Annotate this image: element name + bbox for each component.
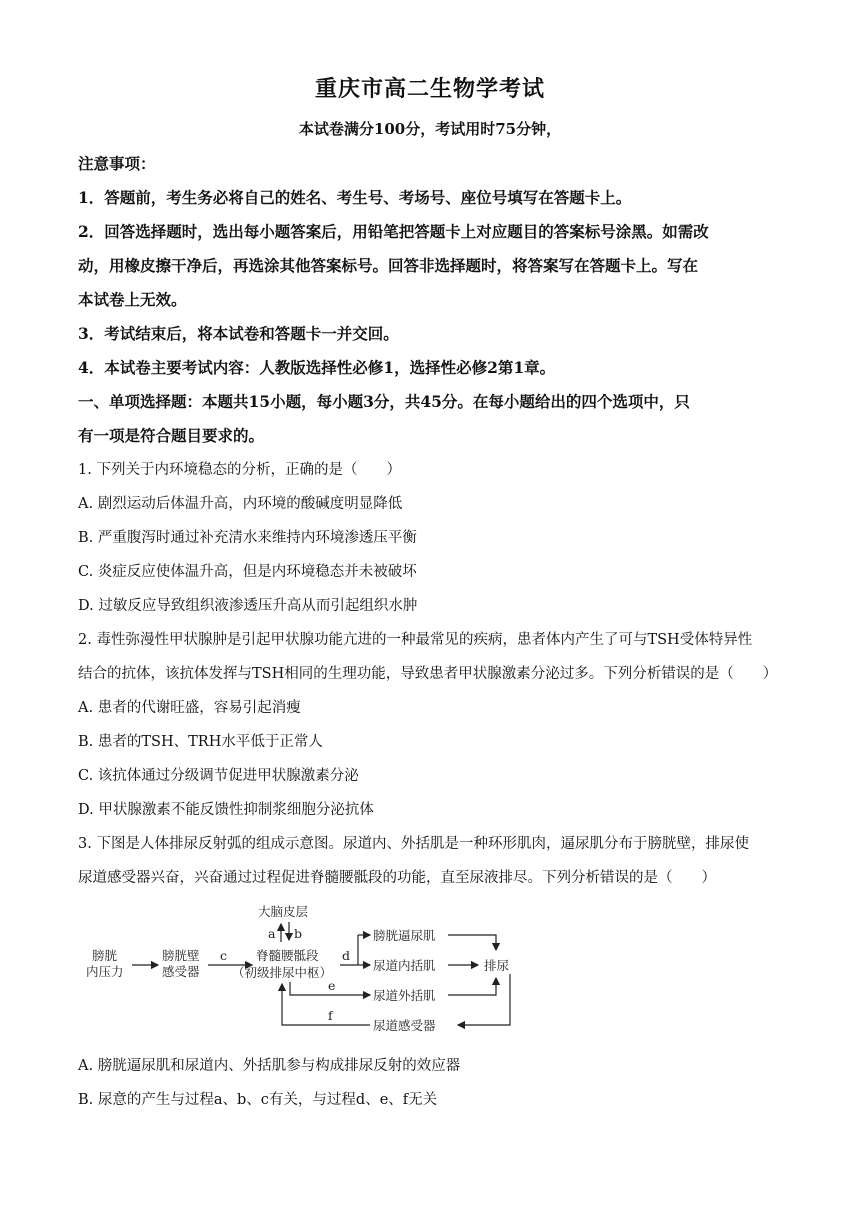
- node-outer-sphincter: 尿道外括肌: [373, 988, 436, 1003]
- note-item-2-line-3: 本试卷上无效。: [78, 290, 187, 309]
- node-urination: 排尿: [484, 958, 510, 973]
- note-item-3: 3．考试结束后，将本试卷和答题卡一并交回。: [78, 324, 399, 343]
- note-item-1: 1．答题前，考生务必将自己的姓名、考生号、考场号、座位号填写在答题卡上。: [78, 188, 632, 207]
- notes-heading: 注意事项：: [78, 154, 156, 173]
- node-spinal-center-2: （初级排尿中枢）: [232, 965, 333, 980]
- question-2-stem-line-1: 2. 毒性弥漫性甲状腺肿是引起甲状腺功能亢进的一种最常见的疾病，患者体内产生了可与TSH受体特异性: [78, 632, 753, 648]
- label-b: b: [294, 926, 303, 941]
- question-1-stem: 1. 下列关于内环境稳态的分析，正确的是（ ）: [78, 462, 401, 478]
- note-item-2-line-2: 动，用橡皮擦干净后，再选涂其他答案标号。回答非选择题时，将答案写在答题卡上。写在: [78, 256, 699, 275]
- question-2-option-a: A. 患者的代谢旺盛，容易引起消瘦: [78, 700, 301, 716]
- label-c: c: [220, 948, 228, 963]
- arrow-urination-to-receptor: [458, 974, 510, 1025]
- node-bladder-pressure-1: 膀胱: [92, 948, 118, 963]
- page-title: 重庆市高二生物学考试: [314, 76, 545, 102]
- question-2-stem-line-2: 结合的抗体，该抗体发挥与TSH相同的生理功能，导致患者甲状腺激素分泌过多。下列分析错误的是（ ）: [78, 666, 778, 682]
- question-1-option-c: C. 炎症反应使体温升高，但是内环境稳态并未被破坏: [78, 564, 417, 580]
- exam-info: 本试卷满分100分，考试用时75分钟，: [298, 120, 562, 138]
- question-1-option-a: A. 剧烈运动后体温升高，内环境的酸碱度明显降低: [78, 496, 403, 512]
- node-bladder-receptor-2: 感受器: [162, 964, 200, 979]
- note-item-4: 4．本试卷主要考试内容：人教版选择性必修1，选择性必修2第1章。: [78, 358, 556, 377]
- question-3-stem-line-2: 尿道感受器兴奋，兴奋通过过程促进脊髓腰骶段的功能，直至尿液排尽。下列分析错误的是（ ）: [78, 870, 716, 886]
- question-2-option-b: B. 患者的TSH、TRH水平低于正常人: [78, 734, 323, 750]
- question-1-option-b: B. 严重腹泻时通过补充清水来维持内环境渗透压平衡: [78, 530, 417, 546]
- node-bladder-receptor-1: 膀胱壁: [162, 948, 200, 963]
- question-3-option-b: B. 尿意的产生与过程a、b、c有关，与过程d、e、f无关: [78, 1092, 438, 1108]
- node-spinal-center-1: 脊髓腰骶段: [256, 948, 319, 963]
- node-inner-sphincter: 尿道内括肌: [373, 958, 436, 973]
- question-2-option-c: C. 该抗体通过分级调节促进甲状腺激素分泌: [78, 768, 359, 784]
- section-heading-line-2: 有一项是符合题目要求的。: [78, 426, 265, 445]
- label-a: a: [268, 926, 276, 941]
- node-bladder-pressure-2: 内压力: [86, 964, 124, 979]
- label-e: e: [328, 978, 336, 993]
- question-2-option-d: D. 甲状腺激素不能反馈性抑制浆细胞分泌抗体: [78, 802, 374, 818]
- arrow-detrusor-to-urination: [448, 935, 496, 950]
- question-3-option-a: A. 膀胱逼尿肌和尿道内、外括肌参与构成排尿反射的效应器: [78, 1058, 461, 1074]
- arrow-outer-to-urination: [448, 978, 496, 995]
- node-detrusor: 膀胱逼尿肌: [373, 928, 436, 943]
- node-urethra-receptor: 尿道感受器: [373, 1018, 436, 1033]
- question-3-stem-line-1: 3. 下图是人体排尿反射弧的组成示意图。尿道内、外括肌是一种环形肌肉，逼尿肌分布于膀胱壁，排尿使: [78, 836, 749, 852]
- section-heading-line-1: 一、单项选择题：本题共15小题，每小题3分，共45分。在每小题给出的四个选项中，只: [78, 392, 690, 411]
- arrow-f: [282, 984, 370, 1025]
- label-f: f: [328, 1008, 333, 1023]
- question-1-option-d: D. 过敏反应导致组织液渗透压升高从而引起组织水肿: [78, 598, 418, 614]
- label-d: d: [342, 948, 351, 963]
- node-cerebral-cortex: 大脑皮层: [258, 904, 309, 919]
- note-item-2-line-1: 2．回答选择题时，选出每小题答案后，用铅笔把答题卡上对应题目的答案标号涂黑。如需改: [78, 222, 709, 241]
- reflex-arc-diagram: [82, 898, 522, 1040]
